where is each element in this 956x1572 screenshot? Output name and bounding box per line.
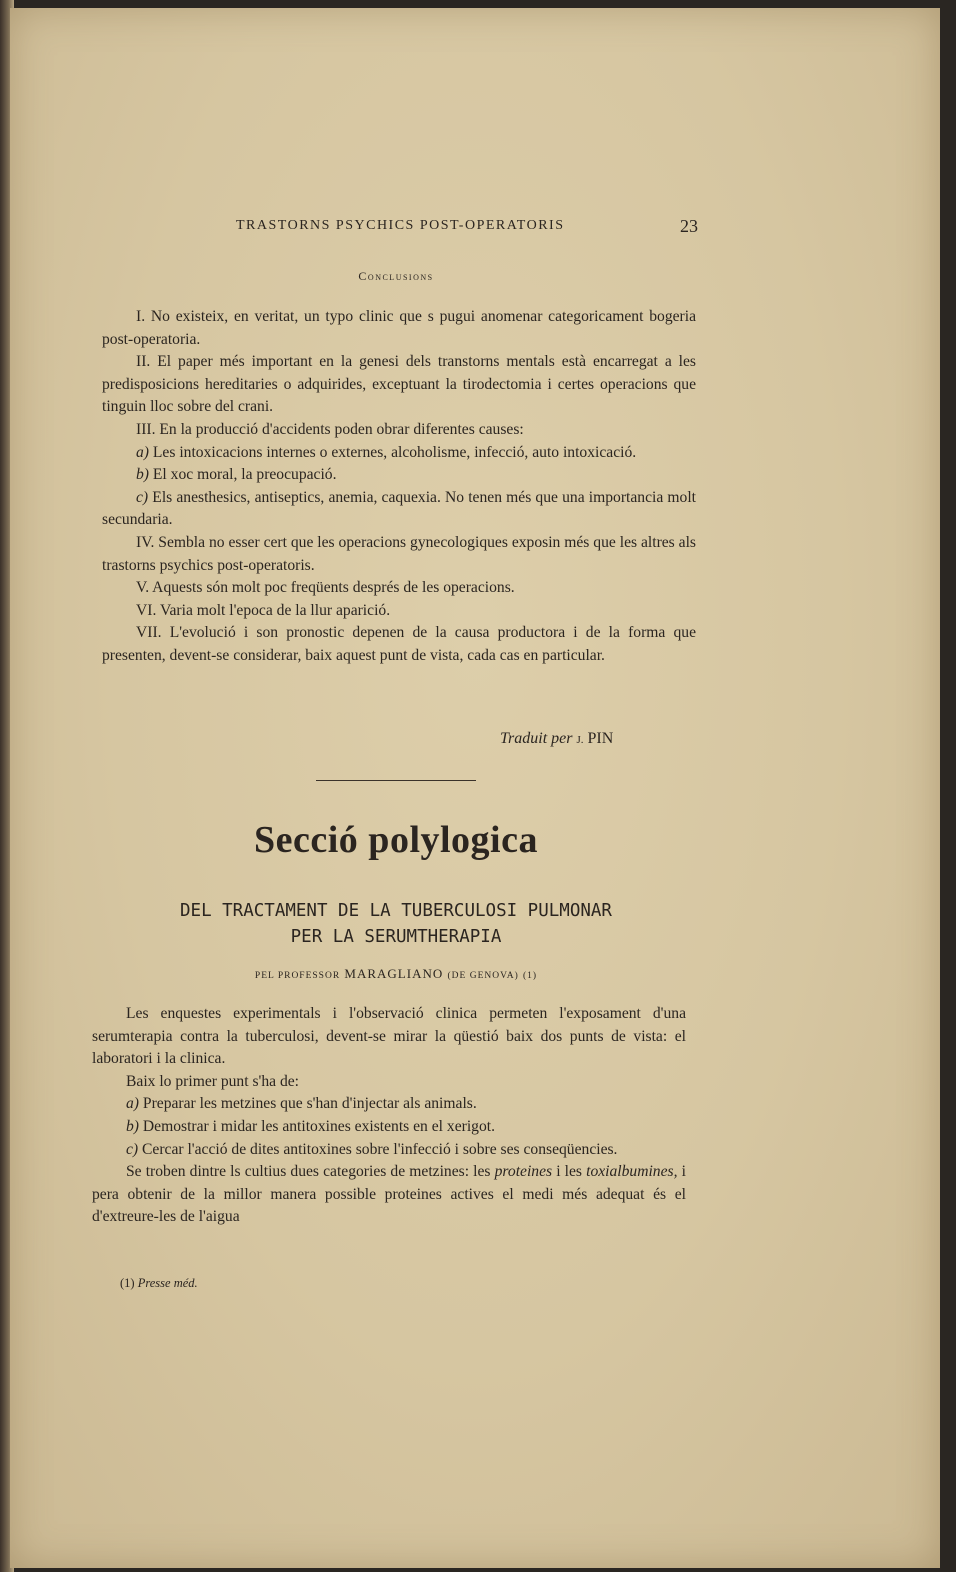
article-item-b: b) Demostrar i midar les antitoxines existents en el xerigot. <box>126 1117 495 1135</box>
footnote-number: (1) <box>120 1276 135 1290</box>
footnote-ref: (1) <box>523 971 538 981</box>
footnote-text: Presse méd. <box>137 1276 198 1290</box>
article-byline <box>10 966 782 982</box>
marker-b: b) <box>136 466 149 484</box>
conclusion-ii: II. El paper més important en la genesi dels transtorns mentals està encarregat a les predisposicions hereditaries o adquirides, exceptuant la tirodectomia i certes operacions que tinguin lloc sobre del crani. <box>102 353 696 416</box>
item-marker-a: a) <box>126 1095 139 1113</box>
article-para-1: Les enquestes experimentals i l'observació clinica permeten l'exposament d'una serumterapia contra la tuberculosi, devent-se mirar la qüestió baix dos punts de vista: el laboratori i la clinica. <box>92 1005 686 1068</box>
marker-c: c) <box>136 488 149 506</box>
article-item-a: a) Preparar les metzines que s'han d'injectar als animals. <box>126 1095 477 1113</box>
translator-credit <box>500 730 613 748</box>
byline-place: (DE GENOVA) <box>447 971 519 981</box>
conclusion-iv: IV. Sembla no esser cert que les operacions gynecologiques exposin més que les altres als trastorns psychics post-operatoris. <box>102 533 696 574</box>
conclusion-i: I. No existeix, en veritat, un typo clinic que s pugui anomenar categoricament bogeria post-operatoria. <box>102 308 696 348</box>
conclusion-vii: VII. L'evolució i son pronostic depenen de la causa productora i de la forma que presenten, devent-se considerar, baix aquest punt de vista, cada cas en particular. <box>102 624 696 664</box>
running-header <box>236 218 698 234</box>
section-title: Secció polylogica <box>254 819 538 861</box>
article-item-c: c) Cercar l'acció de dites antitoxines sobre l'infecció i sobre ses conseqüencies. <box>126 1140 618 1158</box>
marker-a: a) <box>136 443 149 461</box>
book-page <box>10 8 940 1568</box>
conclusion-v: V. Aquests són molt poc freqüents després de les operacions. <box>136 579 515 597</box>
item-marker-c: c) <box>126 1140 139 1158</box>
byline-author: MARAGLIANO <box>344 966 444 981</box>
article-body <box>92 1003 686 1229</box>
conclusions-body <box>102 306 696 668</box>
conclusion-iii: III. En la producció d'accidents poden obrar diferentes causes: <box>136 420 524 438</box>
footnote <box>120 1276 198 1291</box>
running-title: TRASTORNS PSYCHICS POST-OPERATORIS <box>236 218 565 233</box>
translator-initial: J. <box>576 734 584 746</box>
conclusion-a: a) Les intoxicacions internes o externes, alcoholisme, infecció, auto intoxicació. <box>136 443 637 461</box>
conclusions-heading: Conclusions <box>358 269 434 283</box>
conclusion-vi: VI. Varia molt l'epoca de la llur aparició. <box>136 601 391 619</box>
section-divider <box>316 780 476 781</box>
article-title-line2: PER LA SERUMTHERAPIA <box>290 927 502 947</box>
item-marker-b: b) <box>126 1117 139 1135</box>
translator-name: PIN <box>587 730 614 747</box>
conclusion-c: c) Els anesthesics, antiseptics, anemia, caquexia. No tenen més que una importancia molt secundaria. <box>102 488 696 529</box>
article-title <box>10 898 782 950</box>
conclusion-b: b) El xoc moral, la preocupació. <box>136 466 337 484</box>
translated-by: Traduit per <box>500 730 573 747</box>
article-para-2: Baix lo primer punt s'ha de: <box>126 1072 300 1090</box>
article-para-3: Se troben dintre ls cultius dues categories de metzines: les proteines i les toxialbumines, i pera obtenir de la millor manera possible proteines actives el medi més adequat és el d'extreure-les de l'aigua <box>92 1163 686 1226</box>
byline-prefix: PEL PROFESSOR <box>254 971 341 981</box>
page-number: 23 <box>680 216 698 236</box>
article-title-line1: DEL TRACTAMENT DE LA TUBERCULOSI PULMONAR <box>180 901 612 921</box>
